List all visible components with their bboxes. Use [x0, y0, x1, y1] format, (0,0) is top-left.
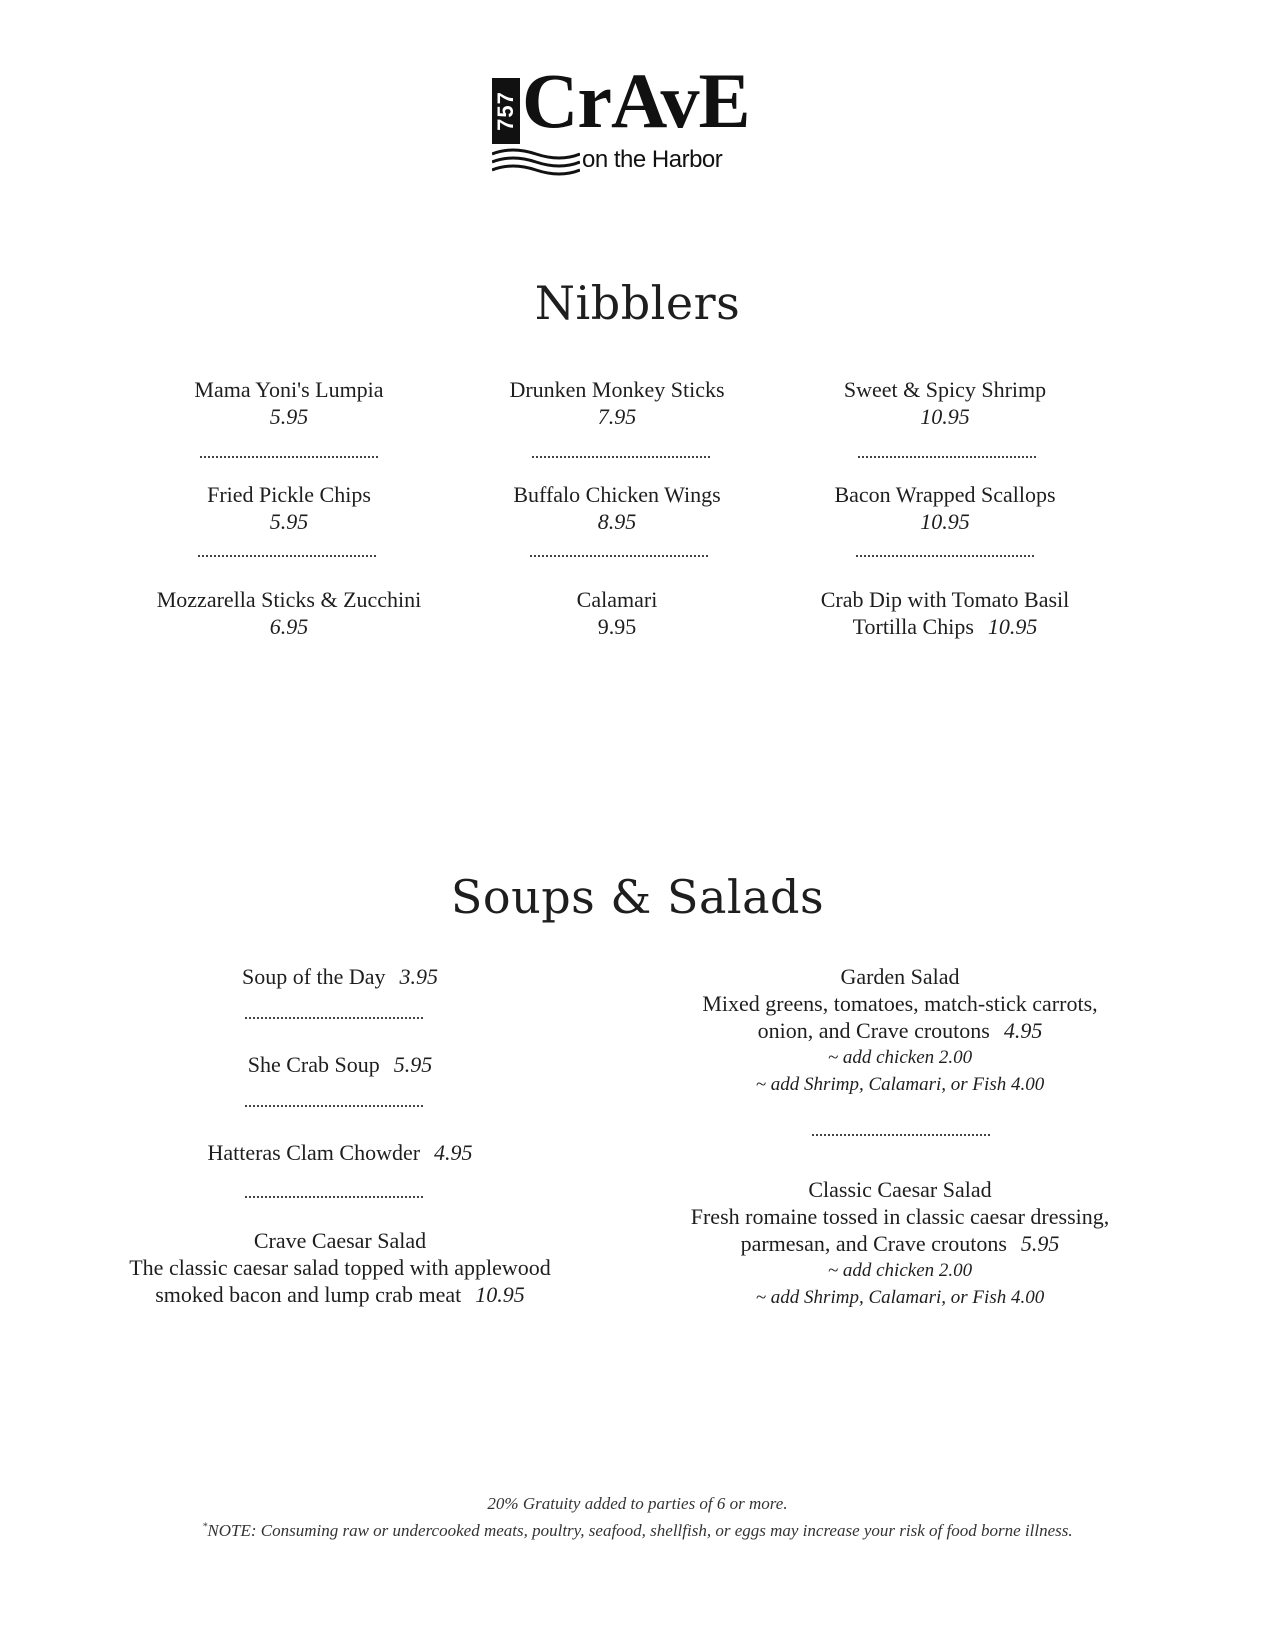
item-name: Buffalo Chicken Wings — [513, 482, 721, 507]
health-warning-text: NOTE: Consuming raw or undercooked meats, poultry, seafood, shellfish, or eggs may increase your risk of food borne illness. — [207, 1521, 1073, 1540]
dotted-divider — [245, 1017, 423, 1019]
menu-item — [478, 376, 756, 430]
menu-item — [90, 1227, 590, 1308]
item-price: 4.95 — [434, 1140, 473, 1165]
item-description: Fresh romaine tossed in classic caesar dressing, — [690, 1204, 1110, 1229]
dotted-divider — [200, 456, 378, 458]
item-price: 9.95 — [597, 614, 637, 639]
menu-item — [150, 376, 428, 430]
item-name: Drunken Monkey Sticks — [509, 377, 725, 402]
item-description: smoked bacon and lump crab meat — [155, 1282, 462, 1307]
menu-item — [806, 376, 1084, 430]
item-price: 10.95 — [987, 614, 1038, 639]
item-name: Garden Salad — [840, 964, 960, 989]
item-description: Mixed greens, tomatoes, match-stick carrots, — [702, 991, 1098, 1016]
item-price: 3.95 — [399, 964, 439, 989]
dotted-divider — [245, 1105, 423, 1107]
logo-badge: 757 — [492, 78, 520, 144]
dotted-divider — [530, 555, 708, 557]
item-description: The classic caesar salad topped with applewood — [129, 1255, 551, 1280]
item-price: 5.95 — [269, 404, 309, 429]
health-warning — [0, 1521, 1275, 1541]
item-name: Mama Yoni's Lumpia — [194, 377, 384, 402]
dotted-divider — [858, 456, 1036, 458]
item-name: Bacon Wrapped Scallops — [834, 482, 1056, 507]
dotted-divider — [532, 456, 710, 458]
item-price: 6.95 — [269, 614, 309, 639]
menu-item — [90, 1051, 590, 1078]
restaurant-logo — [492, 57, 762, 176]
gratuity-note: 20% Gratuity added to parties of 6 or more. — [487, 1494, 788, 1513]
item-name: Soup of the Day — [241, 964, 386, 989]
item-addon: ~ add Shrimp, Calamari, or Fish 4.00 — [755, 1287, 1045, 1308]
item-name: Classic Caesar Salad — [808, 1177, 992, 1202]
menu-item — [650, 963, 1150, 1098]
item-name: Mozzarella Sticks & Zucchini — [156, 587, 422, 612]
item-name: Calamari — [576, 587, 658, 612]
item-description: onion, and Crave croutons — [757, 1018, 990, 1043]
dotted-divider — [245, 1196, 423, 1198]
item-price: 10.95 — [920, 404, 970, 429]
menu-item — [478, 481, 756, 535]
wave-icon — [492, 146, 580, 176]
soups-salads-heading: Soups & Salads — [450, 870, 825, 924]
item-name: Hatteras Clam Chowder — [207, 1140, 421, 1165]
item-name: Sweet & Spicy Shrimp — [843, 377, 1047, 402]
item-price: 5.95 — [269, 509, 309, 534]
dotted-divider — [198, 555, 376, 557]
item-price: 7.95 — [597, 404, 637, 429]
dotted-divider — [812, 1134, 990, 1136]
nibblers-heading: Nibblers — [534, 276, 741, 330]
item-price: 5.95 — [393, 1052, 433, 1077]
item-price: 10.95 — [475, 1282, 525, 1307]
item-name-line2: Tortilla Chips — [852, 614, 974, 639]
menu-item — [650, 1176, 1150, 1311]
item-price: 8.95 — [597, 509, 637, 534]
dotted-divider — [856, 555, 1034, 557]
item-price: 5.95 — [1020, 1231, 1060, 1256]
item-name: Crave Caesar Salad — [253, 1228, 427, 1253]
menu-item — [90, 1139, 590, 1166]
item-addon: ~ add chicken 2.00 — [827, 1260, 973, 1281]
item-addon: ~ add Shrimp, Calamari, or Fish 4.00 — [755, 1074, 1045, 1095]
menu-item — [140, 586, 438, 640]
menu-item — [90, 963, 590, 990]
menu-item — [806, 481, 1084, 535]
item-addon: ~ add chicken 2.00 — [827, 1047, 973, 1068]
menu-item — [796, 586, 1094, 640]
menu-item — [478, 586, 756, 640]
item-name: She Crab Soup — [247, 1052, 380, 1077]
item-name: Crab Dip with Tomato Basil — [820, 587, 1070, 612]
logo-tagline: on the Harbor — [582, 146, 723, 173]
item-name: Fried Pickle Chips — [207, 482, 371, 507]
footnote-mark: * — [202, 1521, 208, 1533]
logo-wordmark: CrAvE — [522, 57, 750, 144]
item-price: 10.95 — [920, 509, 970, 534]
item-price: 4.95 — [1003, 1018, 1043, 1043]
menu-item — [150, 481, 428, 535]
item-description: parmesan, and Crave croutons — [740, 1231, 1007, 1256]
